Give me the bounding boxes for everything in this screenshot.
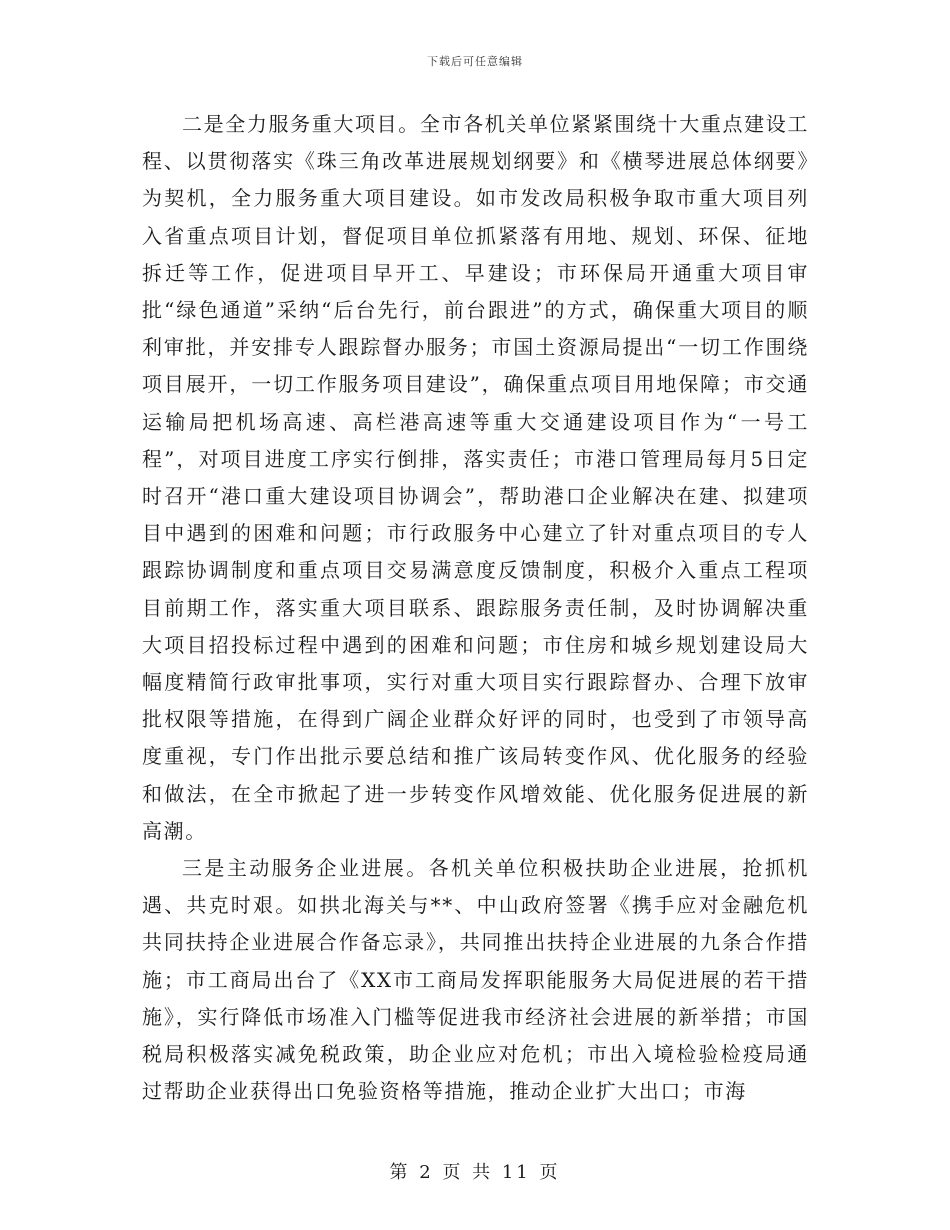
paragraph-major-projects: 二是全力服务重大项目。全市各机关单位紧紧围绕十大重点建设工程、以贯彻落实《珠三角改革进展规划纲要》和《横琴进展总体纲要》为契机，全力服务重大项目建设。如市发改局积极争取市重大项目列入省重点项目计划，督促项目单位抓紧落有用地、规划、环保、征地拆迁等工作，促进项目早开工、早建设；市环保局开通重大项目审批“绿色通道”采纳“后台先行，前台跟进”的方式，确保重大项目的顺利审批，并安排专人跟踪督办服务；市国土资源局提出“一切工作围绕项目展开，一切工作服务项目建设”，确保重点项目用地保障；市交通运输局把机场高速、高栏港高速等重大交通建设项目作为“一号工程”，对项目进度工序实行倒排，落实责任；市港口管理局每月5日定时召开“港口重大建设项目协调会”，帮助港口企业解决在建、拟建项目中遇到的困难和问题；市行政服务中心建立了针对重点项目的专人跟踪协调制度和重点项目交易满意度反馈制度，积极介入重点工程项目前期工作，落实重大项目联系、跟踪服务责任制，及时协调解决重大项目招投标过程中遇到的困难和问题；市住房和城乡规划建设局大幅度精简行政审批事项，实行对重大项目实行跟踪督办、合理下放审批权限等措施，在得到广阔企业群众好评的同时，也受到了市领导高度重视，专门作出批示要总结和推广该局转变作风、优化服务的经验和做法，在全市掀起了进一步转变作风增效能、优化服务促进展的新高潮。 (142, 112, 809, 843)
header-note: 下载后可任意编辑 (427, 55, 523, 68)
paragraph-enterprise-development: 三是主动服务企业进展。各机关单位积极扶助企业进展，抢抓机遇、共克时艰。如拱北海关与**、中山政府签署《携手应对金融危机共同扶持企业进展合作备忘录》，共同推出扶持企业进展的九条合作措施；市工商局出台了《XX市工商局发挥职能服务大局促进展的若干措施》，实行降低市场准入门槛等促进我市经济社会进展的新举措；市国税局积极落实减免税政策，助企业应对危机；市出入境检验检疫局通过帮助企业获得出口免验资格等措施，推动企业扩大出口；市海 (142, 856, 809, 1104)
body-text (142, 106, 809, 1110)
page-number-footer: 第 2 页 共 11 页 (389, 1162, 561, 1183)
